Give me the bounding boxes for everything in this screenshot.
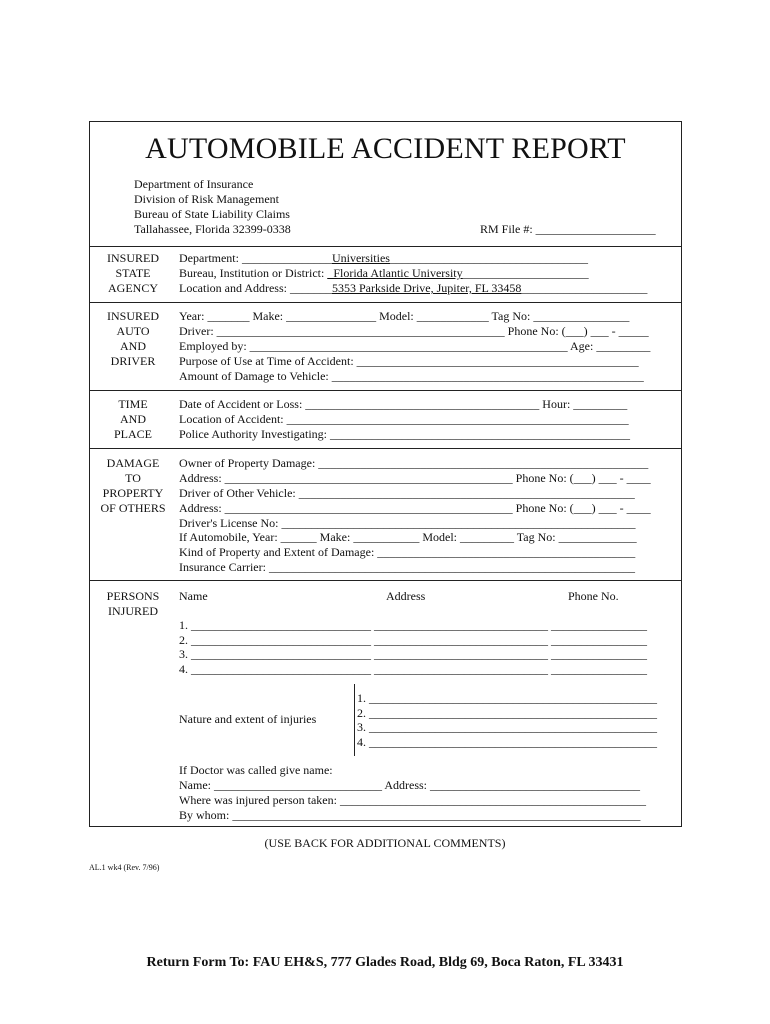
injured-person-row[interactable]: 1. ______________________________ _____________________________ ________________ bbox=[179, 618, 647, 632]
section-label-insured-agency: INSURED STATE AGENCY bbox=[106, 251, 159, 295]
section-divider bbox=[90, 448, 681, 449]
injury-row[interactable]: 1. ________________________________________________ bbox=[357, 691, 657, 705]
department-line: Department of Insurance bbox=[134, 177, 254, 191]
section-divider bbox=[90, 390, 681, 391]
department-line: Tallahassee, Florida 32399-0338 bbox=[134, 222, 291, 236]
license-field[interactable]: Driver's License No: ___________________________________________________________ bbox=[179, 516, 636, 530]
section-label-insured-auto: INSURED AUTO AND DRIVER bbox=[106, 309, 159, 368]
injury-row[interactable]: 3. ________________________________________________ bbox=[357, 720, 657, 734]
page-title: AUTOMOBILE ACCIDENT REPORT bbox=[145, 132, 626, 165]
revision-code: AL.1 wk4 (Rev. 7/96) bbox=[89, 863, 160, 872]
property-damage-field[interactable]: Kind of Property and Extent of Damage: ___________________________________________ bbox=[179, 545, 636, 559]
section-divider bbox=[90, 246, 681, 247]
comments-note: (USE BACK FOR ADDITIONAL COMMENTS) bbox=[264, 836, 506, 850]
section-divider bbox=[90, 302, 681, 303]
vehicle-info-field[interactable]: Year: _______ Make: _______________ Model: ____________ Tag No: ________________ bbox=[179, 309, 630, 323]
police-authority-field[interactable]: Police Authority Investigating: __________________________________________________ bbox=[179, 427, 630, 441]
other-driver-field[interactable]: Driver of Other Vehicle: ________________________________________________________ bbox=[179, 486, 635, 500]
driver-field[interactable]: Driver: ________________________________________________ Phone No: (___) ___ - _____ bbox=[179, 324, 649, 338]
bureau-field[interactable]: Bureau, Institution or District: _Florida Atlantic University_____________________ bbox=[179, 266, 589, 280]
purpose-field[interactable]: Purpose of Use at Time of Accident: _______________________________________________ bbox=[179, 354, 639, 368]
accident-date-field[interactable]: Date of Accident or Loss: _______________________________________ Hour: _________ bbox=[179, 397, 628, 411]
injuries-bracket bbox=[354, 684, 355, 756]
other-vehicle-field[interactable]: If Automobile, Year: ______ Make: ___________ Model: _________ Tag No: _____________ bbox=[179, 530, 637, 544]
employed-by-field[interactable]: Employed by: _____________________________________________________ Age: _________ bbox=[179, 339, 651, 353]
report-form-frame bbox=[89, 121, 682, 827]
injury-row[interactable]: 2. ________________________________________________ bbox=[357, 706, 657, 720]
department-field[interactable]: Department: _______________Universities_________________________________ bbox=[179, 251, 588, 265]
injury-row[interactable]: 4. ________________________________________________ bbox=[357, 735, 657, 749]
doctor-name-field[interactable]: Name: ____________________________ Address: ___________________________________ bbox=[179, 778, 640, 792]
injured-person-row[interactable]: 2. ______________________________ _____________________________ ________________ bbox=[179, 633, 647, 647]
taken-to-field[interactable]: Where was injured person taken: ___________________________________________________ bbox=[179, 793, 646, 807]
injured-person-row[interactable]: 3. ______________________________ _____________________________ ________________ bbox=[179, 647, 647, 661]
department-line: Division of Risk Management bbox=[134, 192, 279, 206]
rm-file-field[interactable]: RM File #: ____________________ bbox=[480, 222, 656, 236]
department-line: Bureau of State Liability Claims bbox=[134, 207, 290, 221]
column-header-phone: Phone No. bbox=[568, 589, 619, 603]
section-label-persons-injured: PERSONS INJURED bbox=[106, 589, 160, 618]
column-header-address: Address bbox=[386, 589, 426, 603]
damage-amount-field[interactable]: Amount of Damage to Vehicle: ____________________________________________________ bbox=[179, 369, 644, 383]
return-form-address: Return Form To: FAU EH&S, 777 Glades Road, Bldg 69, Boca Raton, FL 33431 bbox=[146, 955, 624, 970]
nature-of-injuries-label: Nature and extent of injuries bbox=[179, 712, 317, 726]
doctor-heading: If Doctor was called give name: bbox=[179, 763, 333, 777]
owner-address-field[interactable]: Address: ________________________________________________ Phone No: (___) ___ - ____ bbox=[179, 471, 651, 485]
column-header-name: Name bbox=[179, 589, 208, 603]
section-label-damage: DAMAGE TO PROPERTY OF OTHERS bbox=[100, 456, 166, 515]
taken-by-field[interactable]: By whom: ____________________________________________________________________ bbox=[179, 808, 641, 822]
insurance-carrier-field[interactable]: Insurance Carrier: _____________________________________________________________ bbox=[179, 560, 635, 574]
location-address-field[interactable]: Location and Address: _______5353 Parkside Drive, Jupiter, FL 33458_____________________ bbox=[179, 281, 648, 295]
injured-person-row[interactable]: 4. ______________________________ _____________________________ ________________ bbox=[179, 662, 647, 676]
section-label-time-place: TIME AND PLACE bbox=[113, 397, 152, 441]
other-driver-address-field[interactable]: Address: ________________________________________________ Phone No: (___) ___ - ____ bbox=[179, 501, 651, 515]
accident-location-field[interactable]: Location of Accident: _________________________________________________________ bbox=[179, 412, 629, 426]
property-owner-field[interactable]: Owner of Property Damage: _______________________________________________________ bbox=[179, 456, 649, 470]
section-divider bbox=[90, 580, 681, 581]
department-block bbox=[134, 177, 291, 237]
